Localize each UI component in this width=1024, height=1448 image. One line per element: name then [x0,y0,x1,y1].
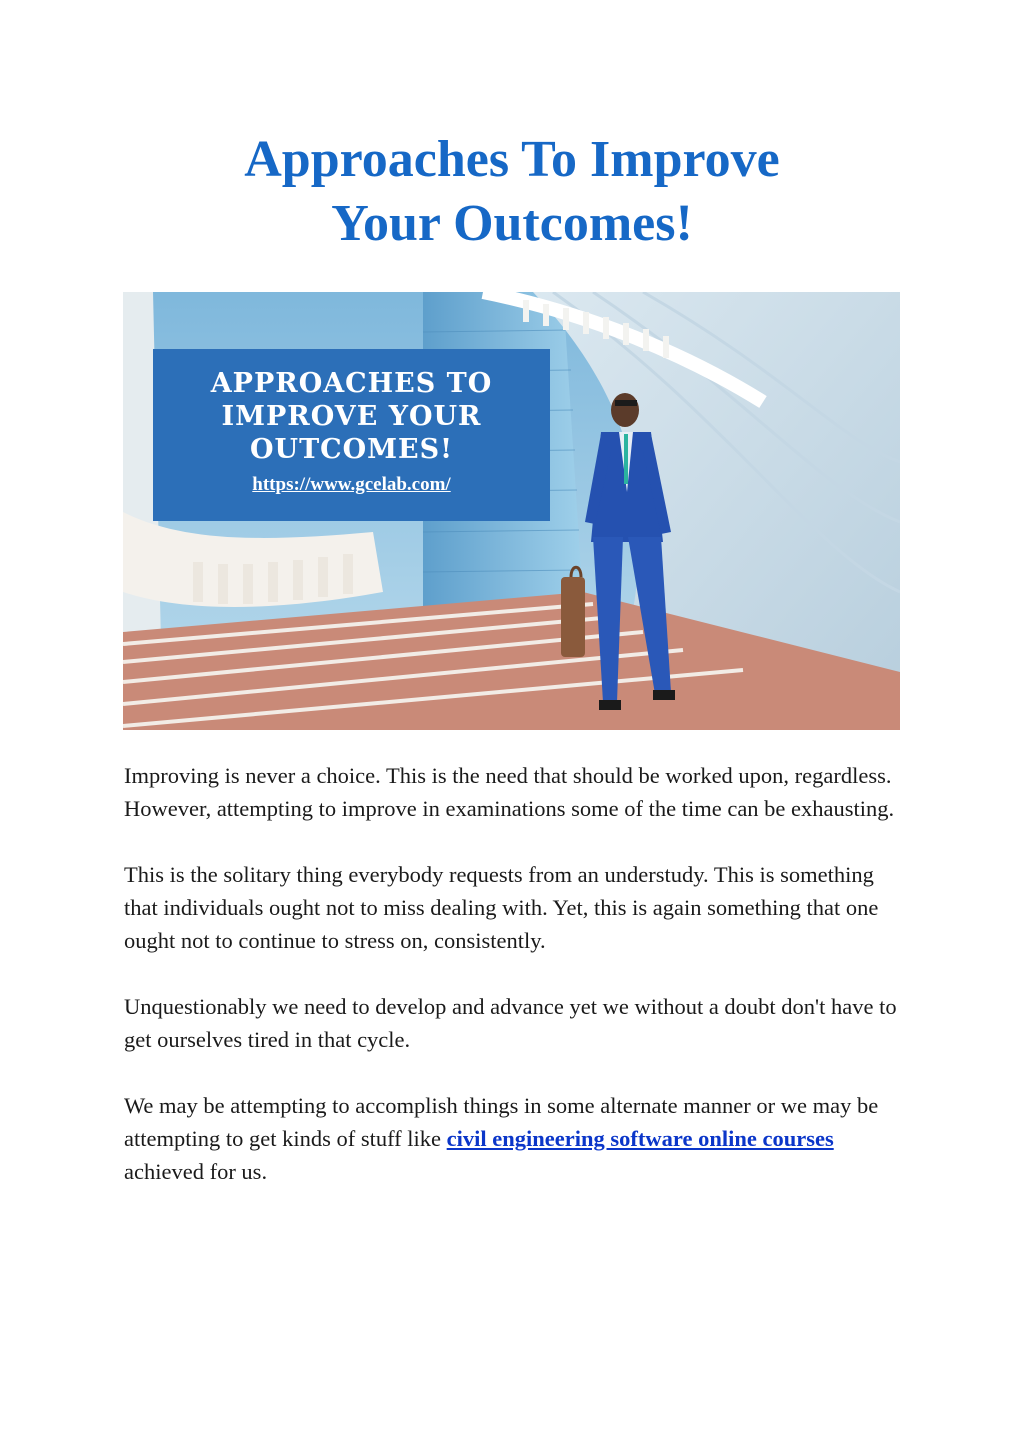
page-title [0,128,1024,256]
paragraph-4-text-before: We may be attempting to accomplish things in some alternate manner or we may be attempting to get kinds of stuff like [124,1093,879,1151]
page-title-line-2: Your Outcomes! [331,195,693,252]
banner-title-line-1: APPROACHES TO [210,368,493,399]
paragraph-3: Unquestionably we need to develop and advance yet we without a doubt don't have to get ourselves tired in that cycle. [124,994,897,1052]
banner-title-line-3: OUTCOMES! [250,434,453,465]
hero-image [123,292,900,730]
paragraph-4 [124,1089,904,1188]
paragraph-2: This is the solitary thing everybody requests from an understudy. This is something that individuals ought not to miss dealing with. Yet, this is again something that one ought not to continue to stress on, consistently. [124,862,879,953]
hero-banner [153,349,550,521]
paragraph-1: Improving is never a choice. This is the need that should be worked upon, regardless. However, attempting to improve in examinations some of the time can be exhausting. [124,763,895,821]
banner-title-line-2: IMPROVE YOUR [221,401,482,432]
banner-url: https://www.gcelab.com/ [252,474,451,495]
page-title-line-1: Approaches To Improve [244,131,780,188]
civil-engineering-courses-link[interactable]: civil engineering software online courses [446,1126,834,1151]
paragraph-4-text-after: achieved for us. [124,1159,268,1184]
article-body [124,759,904,1221]
banner-title [153,367,550,466]
